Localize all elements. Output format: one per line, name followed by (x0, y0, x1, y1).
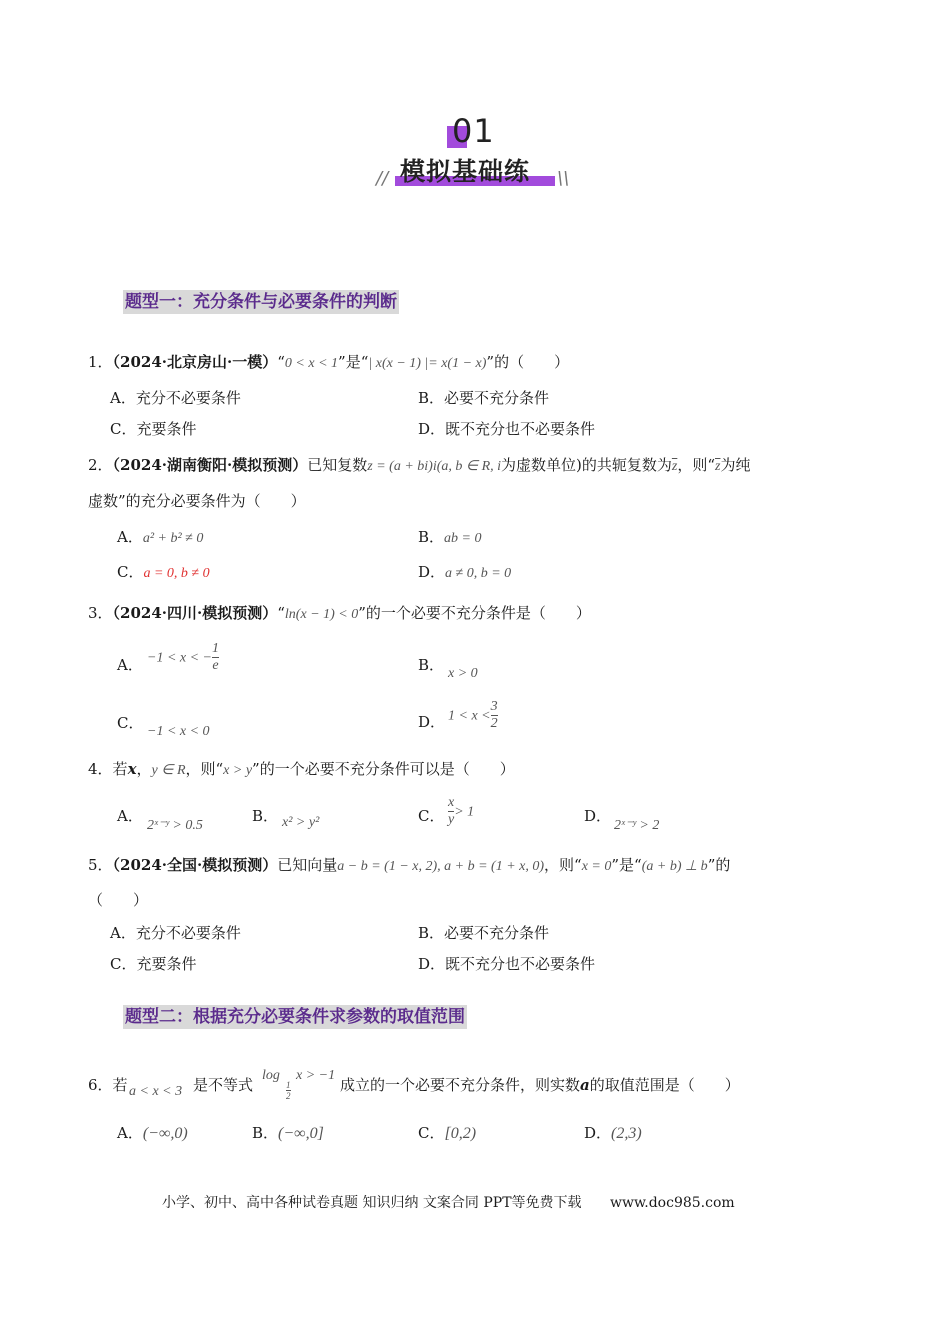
q4-c-expr: > 1 (454, 804, 475, 820)
q1-mid: ”是“ (338, 353, 369, 371)
q5-expr-3: (a + b) ⊥ b (641, 859, 708, 874)
q2-option-a[interactable] (117, 527, 203, 549)
q6-prefix (88, 1075, 128, 1095)
q3-option-c[interactable]: −1 < x < 0 (147, 724, 210, 739)
q5-text-1: 已知向量 (277, 856, 338, 874)
q3-option-a-label[interactable]: A． (117, 656, 143, 674)
q6-option-a[interactable] (117, 1123, 188, 1144)
q5-number: 5． (88, 856, 113, 874)
q3-a-denominator: e (212, 658, 219, 673)
q6-a-label: A． (117, 1124, 143, 1142)
q5-expr-2: x = 0 (581, 859, 612, 874)
question-2 (88, 455, 750, 477)
q2-text-2: 为虚数单位)的共轭复数为 (501, 456, 672, 474)
q5-text-2: ，则“ (544, 856, 582, 874)
q3-option-c-label[interactable]: C． (117, 714, 144, 732)
q1-cond1: 0 < x < 1 (284, 356, 339, 371)
q3-expr: ln(x − 1) < 0 (284, 607, 359, 622)
q5-option-a[interactable]: A．充分不必要条件 (110, 924, 241, 942)
q1-option-d[interactable]: D．既不充分也不必要条件 (418, 420, 596, 438)
q3-d-fraction (491, 699, 498, 732)
q6-b-label: B． (252, 1124, 279, 1142)
q1-number: 1． (88, 353, 113, 371)
q4-text-2: ，则“ (185, 760, 224, 778)
q2-b-expr: ab = 0 (444, 531, 482, 546)
q6-a: a (580, 1076, 590, 1094)
q3-d-denominator: 2 (490, 716, 498, 731)
q3-option-a[interactable] (147, 641, 219, 674)
q2-a-expr: a² + b² ≠ 0 (142, 531, 204, 546)
q1-cond2: | x(x − 1) |= x(1 − x) (368, 356, 487, 371)
q6-base-numerator: 1 (286, 1080, 291, 1090)
question-4 (88, 759, 515, 781)
q6-expr-1: a < x < 3 (129, 1084, 183, 1099)
q4-option-c-label[interactable]: C． (418, 807, 445, 825)
q3-d-numerator: 3 (490, 699, 498, 714)
q1-option-c[interactable]: C．充要条件 (110, 420, 197, 438)
q6-option-b[interactable] (252, 1123, 324, 1144)
q6-c-label: C． (418, 1124, 445, 1142)
q6-text-2: 是不等式 (193, 1076, 254, 1094)
q3-end: ”的一个必要不充分条件是（ ） (358, 604, 591, 622)
q5-text-3: ”是“ (611, 856, 642, 874)
page-title: 模拟基础练 (400, 157, 531, 186)
q6-base-denominator: 2 (286, 1091, 291, 1101)
q4-comma: ， (136, 760, 152, 778)
slash-right-icon: \\ (557, 168, 570, 189)
q2-line-2: 虚数”的充分必要条件为（ ） (88, 492, 306, 510)
q6-number: 6． (88, 1076, 113, 1094)
q4-option-a-label[interactable]: A． (117, 807, 143, 825)
q3-option-b[interactable]: x > 0 (448, 666, 478, 681)
q2-expr: z = (a + bi)i(a, b ∈ R, i (367, 459, 502, 474)
header-number: 01 (452, 112, 495, 150)
q4-text-3: ”的一个必要不充分条件可以是（ ） (252, 760, 515, 778)
q2-text-4: 为纯 (720, 456, 751, 474)
q2-c-label: C． (117, 563, 144, 581)
q6-d-label: D． (584, 1124, 612, 1142)
q6-log: log (262, 1068, 280, 1083)
q6-text-1: 若 (112, 1076, 128, 1094)
section-title-2: 题型二：根据充分必要条件求参数的取值范围 (125, 1007, 465, 1027)
q1-source: （2024·北京房山·一模） (112, 353, 278, 371)
q6-log-base (286, 1080, 291, 1101)
q1-end: ”的（ ） (486, 353, 570, 371)
q5-line-2: （ ） (88, 891, 149, 909)
q3-a-expr: −1 < x < − (147, 650, 213, 666)
q4-option-b[interactable]: x² > y² (282, 815, 320, 830)
q4-option-c[interactable] (448, 795, 474, 828)
q2-d-expr: a ≠ 0, b = 0 (445, 566, 512, 581)
q6-d-expr: (2,3) (611, 1125, 642, 1142)
q6-option-d[interactable] (584, 1123, 642, 1144)
q6-expr-2: x > −1 (296, 1068, 336, 1083)
q2-option-d[interactable] (418, 562, 511, 584)
q3-quote: “ (277, 604, 285, 622)
q6-a-expr: (−∞,0) (142, 1125, 188, 1142)
q3-a-numerator: 1 (212, 641, 220, 656)
q6-suffix (340, 1075, 740, 1095)
q2-d-label: D． (418, 563, 446, 581)
q3-d-expr: 1 < x < (448, 708, 491, 724)
q6-c-expr: [0,2) (444, 1125, 477, 1142)
q2-text-1: 已知复数 (307, 456, 368, 474)
q6-option-c[interactable] (418, 1123, 476, 1144)
q3-option-d[interactable] (448, 699, 498, 732)
q2-text-3: ，则“ (677, 456, 715, 474)
q2-source: （2024·湖南衡阳·模拟预测） (112, 456, 308, 474)
q2-option-c[interactable] (117, 562, 210, 584)
q3-source: （2024·四川·模拟预测） (112, 604, 278, 622)
q5-option-d[interactable]: D．既不充分也不必要条件 (418, 955, 596, 973)
q4-option-b-label[interactable]: B． (252, 807, 279, 825)
footer-link[interactable]: www.doc985.com (609, 1195, 735, 1211)
q2-c-expr: a = 0, b ≠ 0 (143, 566, 210, 581)
q4-option-d-label[interactable]: D． (584, 807, 612, 825)
q2-zbar: $\overline{z}$ (671, 459, 678, 474)
question-5 (88, 855, 730, 877)
q5-source: （2024·全国·模拟预测） (112, 856, 278, 874)
q4-number: 4． (88, 760, 113, 778)
section-title-1: 题型一：充分条件与必要条件的判断 (125, 292, 397, 312)
q5-text-4: ”的 (707, 856, 731, 874)
q2-option-b[interactable] (418, 527, 481, 549)
q3-option-b-label[interactable]: B． (418, 656, 445, 674)
q4-c-denominator: y (448, 812, 455, 827)
q4-x: x (127, 760, 137, 778)
q4-y-expr: y ∈ R (151, 763, 186, 778)
q4-option-d[interactable]: 2ˣ⁻ʸ > 2 (614, 818, 660, 833)
question-1 (88, 352, 569, 374)
q5-option-b[interactable]: B．必要不充分条件 (418, 924, 550, 942)
q6-b-expr: (−∞,0] (278, 1125, 324, 1142)
q1-option-a[interactable]: A．充分不必要条件 (110, 389, 241, 407)
q4-option-a[interactable]: 2ˣ⁻ʸ > 0.5 (147, 818, 203, 833)
q5-expr: a − b = (1 − x, 2), a + b = (1 + x, 0) (337, 859, 545, 874)
q6-text-4: 的取值范围是（ ） (589, 1076, 740, 1094)
q6-text-3: 成立的一个必要不充分条件，则实数 (340, 1076, 581, 1094)
q4-expr: x > y (223, 763, 253, 778)
footer (162, 1192, 735, 1212)
question-3 (88, 603, 591, 625)
slash-left-icon: // (376, 168, 389, 189)
q1-option-b[interactable]: B．必要不充分条件 (418, 389, 550, 407)
footer-text: 小学、初中、高中各种试卷真题 知识归纳 文案合同 PPT等免费下载 (162, 1195, 582, 1211)
q4-c-numerator: x (448, 795, 455, 810)
q5-option-c[interactable]: C．充要条件 (110, 955, 197, 973)
q3-number: 3． (88, 604, 113, 622)
q2-zbar-2: $\overline{z}$ (715, 459, 721, 474)
q4-text-1: 若 (112, 760, 128, 778)
q2-number: 2． (88, 456, 113, 474)
q3-option-d-label[interactable]: D． (418, 713, 446, 731)
q3-a-fraction (212, 641, 219, 674)
q2-b-label: B． (418, 528, 445, 546)
q1-quote: “ (277, 353, 285, 371)
q2-a-label: A． (117, 528, 143, 546)
